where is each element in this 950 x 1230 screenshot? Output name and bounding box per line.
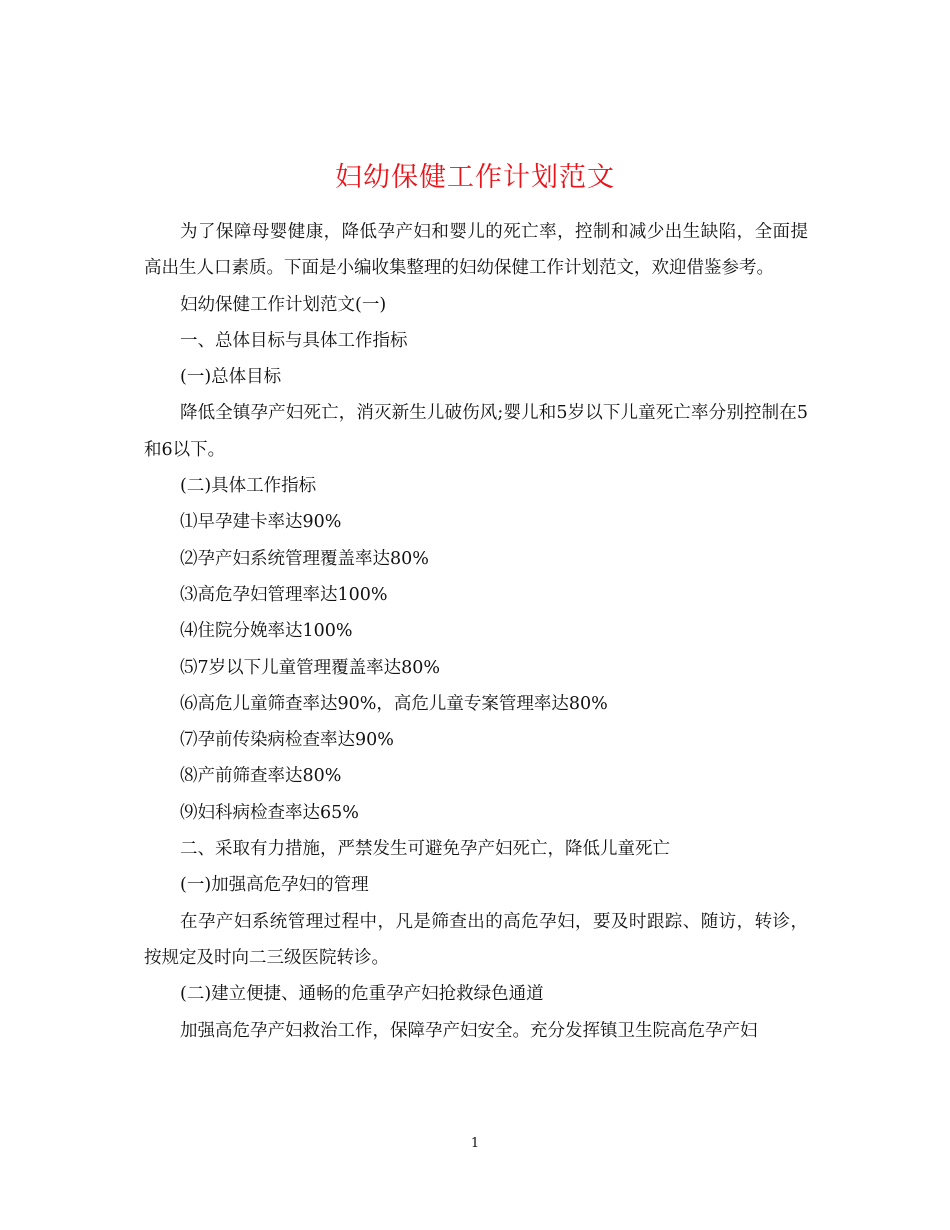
document-body [144,214,808,1049]
list-item-indicator-6: ⑹高危儿童筛查率达90%，高危儿童专案管理率达80% [180,693,608,714]
paragraph-green-channel: 加强高危孕产妇救治工作，保障孕产妇安全。充分发挥镇卫生院高危孕产妇 [180,1020,758,1041]
list-item-indicator-1: ⑴早孕建卡率达90% [180,512,342,533]
paragraph-overall-goal: 降低全镇孕产妇死亡，消灭新生儿破伤风;婴儿和5岁以下儿童死亡率分别控制在5和6以下。 [144,403,808,460]
paragraph-intro: 为了保障母婴健康，降低孕产妇和婴儿的死亡率，控制和减少出生缺陷，全面提高出生人口素质。下面是小编收集整理的妇幼保健工作计划范文，欢迎借鉴参考。 [144,222,808,279]
list-item-indicator-9: ⑼妇科病检查率达65% [180,802,359,823]
list-item-indicator-3: ⑶高危孕妇管理率达100% [180,584,388,605]
list-item-indicator-8: ⑻产前筛查率达80% [180,766,342,787]
section-heading-plan-one: 妇幼保健工作计划范文(一) [180,294,387,315]
section-heading-goals: 一、总体目标与具体工作指标 [180,330,408,351]
list-item-indicator-2: ⑵孕产妇系统管理覆盖率达80% [180,548,429,569]
list-item-indicator-7: ⑺孕前传染病检查率达90% [180,730,394,751]
page-number: 1 [470,1136,480,1151]
list-item-indicator-5: ⑸7岁以下儿童管理覆盖率达80% [180,657,441,678]
subheading-high-risk-management: (一)加强高危孕妇的管理 [180,875,369,896]
subheading-green-channel: (二)建立便捷、通畅的危重孕产妇抢救绿色通道 [180,984,544,1005]
subheading-overall-goal: (一)总体目标 [180,367,282,388]
document-title: 妇幼保健工作计划范文 [335,162,615,194]
subheading-work-indicators: (二)具体工作指标 [180,476,317,497]
paragraph-high-risk-management: 在孕产妇系统管理过程中，凡是筛查出的高危孕妇，要及时跟踪、随访，转诊，按规定及时向二三级医院转诊。 [144,911,808,968]
list-item-indicator-4: ⑷住院分娩率达100% [180,621,353,642]
section-heading-measures: 二、采取有力措施，严禁发生可避免孕产妇死亡，降低儿童死亡 [180,839,670,860]
